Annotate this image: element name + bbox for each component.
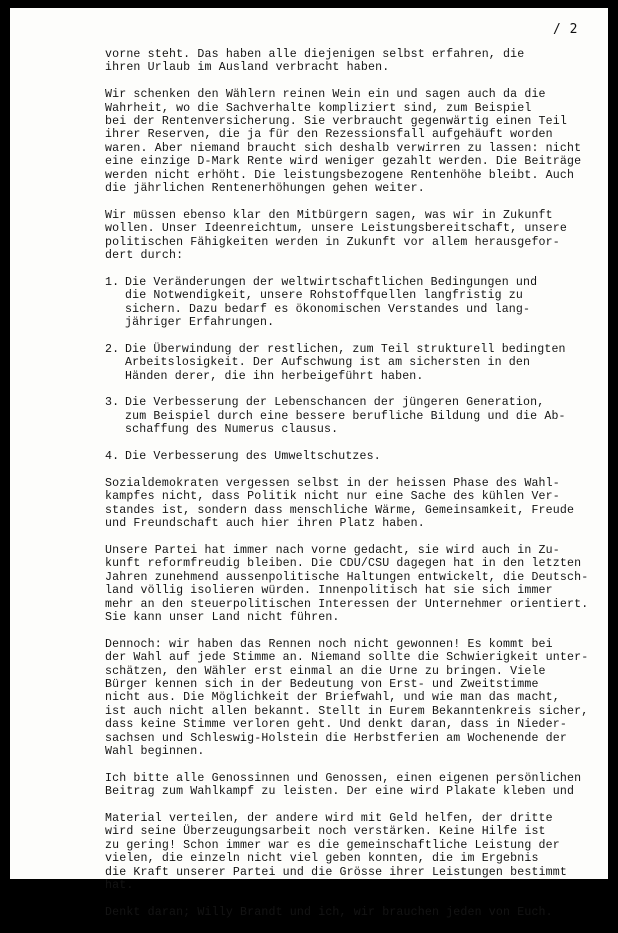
text-line: Unsere Partei hat immer nach vorne gedacht, sie wird auch in Zu- — [105, 543, 560, 557]
list-item-text — [125, 396, 566, 436]
paragraph — [105, 906, 595, 919]
text-line: Sozialdemokraten vergessen selbst in der heissen Phase des Wahl- — [105, 476, 560, 490]
text-line: Händen derer, die ihn herbeigeführt haben. — [125, 369, 424, 383]
text-line: die jährlichen Rentenerhöhungen gehen weiter. — [105, 182, 425, 196]
text-line: Dennoch: wir haben das Rennen noch nicht gewonnen! Es kommt bei — [105, 637, 553, 651]
text-line: bei der Rentenversicherung. Sie verbraucht gegenwärtig einen Teil — [105, 115, 567, 129]
document-page — [10, 8, 608, 919]
text-line: standes ist, sondern dass menschliche Wärme, Gemeinsamkeit, Freude — [105, 503, 575, 517]
numbered-list — [105, 276, 595, 464]
list-item-text — [125, 276, 537, 330]
paragraph — [105, 544, 595, 624]
text-line: hat. — [105, 879, 134, 893]
text-line: werden nicht erhöht. Die leistungsbezogene Rentenhöhe bleibt. Auch — [105, 168, 575, 182]
text-line: ihren Urlaub im Ausland verbracht haben. — [105, 61, 390, 75]
text-line: vorne steht. Das haben alle diejenigen selbst erfahren, die — [105, 48, 525, 61]
text-line: Beitrag zum Wahlkampf zu leisten. Der eine wird Plakate kleben und — [105, 785, 575, 799]
text-line: Bürger kennen sich in der Bedeutung von Erst- und Zweitstimme — [105, 677, 539, 691]
text-line: kunft reformfreudig bleiben. Die CDU/CSU dagegen hat in den letzten — [105, 557, 582, 571]
paragraph — [105, 88, 595, 195]
text-line: schätzen, den Wähler erst einmal an die Urne zu bringen. Viele — [105, 664, 546, 678]
text-line: zum Beispiel durch eine bessere berufliche Bildung und die Ab- — [125, 409, 566, 423]
list-item — [105, 396, 595, 436]
text-line: dass keine Stimme verloren geht. Und denkt daran, dass in Nieder- — [105, 718, 567, 732]
text-line: politischen Fähigkeiten werden in Zukunft vor allem herausgefor- — [105, 235, 560, 249]
text-line: sachsen und Schleswig-Holstein die Herbstferien am Wochenende der — [105, 731, 567, 745]
text-line: wollen. Unser Ideenreichtum, unsere Leistungsbereitschaft, unsere — [105, 222, 567, 236]
text-line: der Wahl auf jede Stimme an. Niemand sollte die Schwierigkeit unter- — [105, 651, 589, 665]
text-line: Jahren zunehmend aussenpolitische Haltungen entwickelt, die Deutsch- — [105, 570, 589, 584]
text-line: Wahrheit, wo die Sachverhalte kompliziert sind, zum Beispiel — [105, 101, 532, 115]
bottom-paragraphs — [105, 477, 595, 919]
top-paragraphs — [105, 48, 595, 262]
list-number: 1. — [105, 275, 120, 289]
paragraph — [105, 209, 595, 263]
text-line: Die Verbesserung des Umweltschutzes. — [125, 450, 381, 464]
text-line: wird seine Überzeugungsarbeit noch verstärken. Keine Hilfe ist — [105, 825, 546, 839]
text-line: waren. Aber niemand braucht sich deshalb verwirren zu lassen: nicht — [105, 141, 582, 155]
text-line: Die Überwindung der restlichen, zum Teil strukturell bedingten — [125, 342, 566, 356]
text-line: mehr an den steuerpolitischen Interessen der Unternehmer orientiert. — [105, 597, 589, 611]
text-line: land völlig isolieren würden. Innenpolitisch hat sie sich immer — [105, 584, 553, 598]
list-item-text — [125, 450, 381, 463]
list-item — [105, 343, 595, 383]
text-line: ihrer Reserven, die ja für den Rezessionsfall aufgehäuft worden — [105, 128, 553, 142]
text-line: eine einzige D-Mark Rente wird weniger gezahlt werden. Die Beiträge — [105, 155, 582, 169]
list-number: 4. — [105, 450, 120, 464]
text-line: Wir müssen ebenso klar den Mitbürgern sagen, was wir in Zukunft — [105, 208, 553, 222]
text-line: Arbeitslosigkeit. Der Aufschwung ist am sichersten in den — [125, 356, 531, 370]
text-line: und Freundschaft auch hier ihren Platz haben. — [105, 517, 425, 531]
paragraph — [105, 48, 595, 75]
text-line: ist auch nicht allen bekannt. Stellt in Eurem Bekanntenkreis sicher, — [105, 704, 589, 718]
text-line: Denkt daran; Willy Brandt und ich, wir brauchen jeden von Euch. — [105, 905, 553, 919]
list-item — [105, 450, 595, 463]
text-line: schaffung des Numerus clausus. — [125, 423, 339, 437]
text-line: Ich bitte alle Genossinnen und Genossen, einen eigenen persönlichen — [105, 771, 582, 785]
list-item-text — [125, 343, 566, 383]
paragraph — [105, 477, 595, 531]
text-line: Die Verbesserung der Lebenschancen der jüngeren Generation, — [125, 396, 545, 410]
paragraph — [105, 772, 595, 893]
text-line: Wir schenken den Wählern reinen Wein ein und sagen auch da die — [105, 88, 546, 102]
text-line: sichern. Dazu bedarf es ökonomischen Verstandes und lang- — [125, 302, 531, 316]
page-number: / 2 — [553, 22, 578, 37]
document-body — [105, 48, 595, 933]
list-item — [105, 276, 595, 330]
text-line: jähriger Erfahrungen. — [125, 316, 275, 330]
text-line: dert durch: — [105, 249, 184, 263]
text-line: Wahl beginnen. — [105, 744, 205, 758]
paragraph — [105, 638, 595, 759]
text-line: kampfes nicht, dass Politik nicht nur eine Sache des kühlen Ver- — [105, 490, 560, 504]
text-line: zu gering! Schon immer war es die gemeinschaftliche Leistung der — [105, 838, 560, 852]
list-number: 2. — [105, 342, 120, 356]
text-line: Die Veränderungen der weltwirtschaftlichen Bedingungen und — [125, 275, 538, 289]
text-line: nicht aus. Die Möglichkeit der Briefwahl, und wie man das macht, — [105, 691, 560, 705]
text-line: vielen, die einzeln nicht viel geben konnten, die im Ergebnis — [105, 852, 539, 866]
text-line: die Notwendigkeit, unsere Rohstoffquellen langfristig zu — [125, 289, 524, 303]
text-line: Material verteilen, der andere wird mit Geld helfen, der dritte — [105, 812, 553, 825]
text-line: die Kraft unserer Partei und die Grösse ihrer Leistungen bestimmt — [105, 865, 567, 879]
list-number: 3. — [105, 396, 120, 410]
text-line: Sie kann unser Land nicht führen. — [105, 610, 340, 624]
